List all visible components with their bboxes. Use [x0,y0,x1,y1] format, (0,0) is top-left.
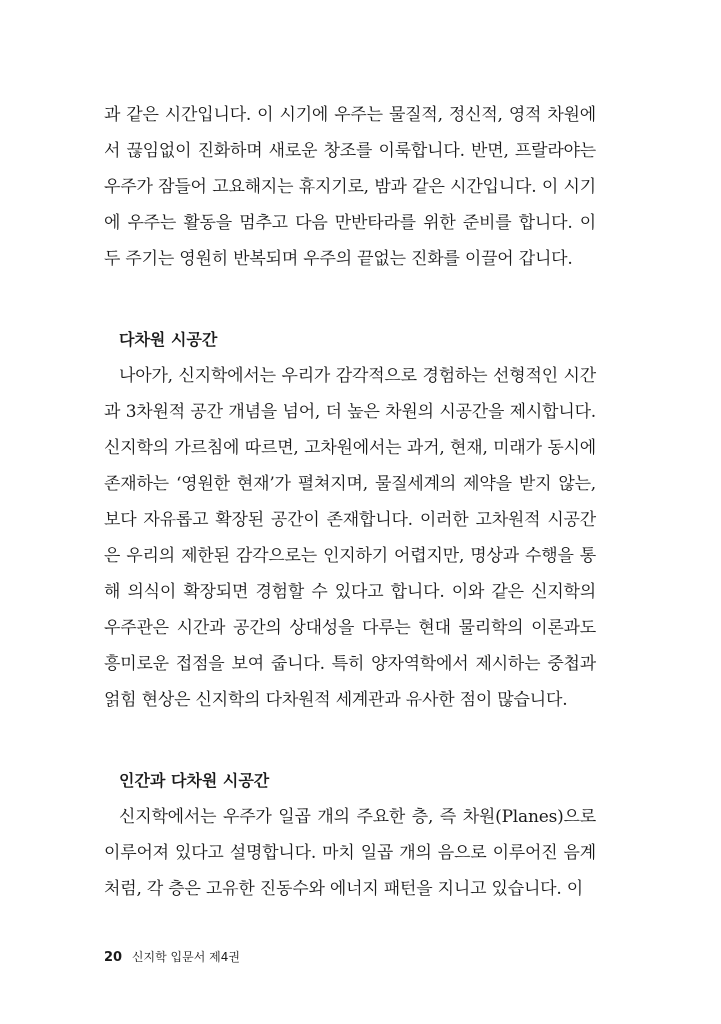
section-heading-human-and-spacetime: 인간과 다차원 시공간 [119,771,270,790]
page-footer [104,948,240,965]
page-number: 20 [104,950,123,965]
section-heading-multidimensional-spacetime: 다차원 시공간 [119,330,218,349]
book-title: 신지학 입문서 제4권 [131,950,240,964]
page-body [104,97,596,907]
section-paragraph-multidimensional-spacetime: 나아가, 신지학에서는 우리가 감각적으로 경험하는 선형적인 시간과 3차원적 공간 개념을 넘어, 더 높은 차원의 시공간을 제시합니다. 신지학의 가르침에 따르면, 고차원에서는 과거, 현재, 미래가 동시에 존재하는 ‘영원한 현재’가 펼쳐지며, 물질세계의 제약을 받지 않는, 보다 자유롭고 확장된 공간이 존재합니다. 이러한 고차원적 시공간은 우리의 제한된 감각으로는 인지하기 어렵지만, 명상과 수행을 통해 의식이 확장되면 경험할 수 있다고 합니다. 이와 같은 신지학의 우주관은 시간과 공간의 상대성을 다루는 현대 물리학의 이론과도 흥미로운 접점을 보여 줍니다. 특히 양자역학에서 제시하는 중첩과 얽힘 현상은 신지학의 다차원적 세계관과 유사한 점이 많습니다. [104,366,596,710]
intro-paragraph: 과 같은 시간입니다. 이 시기에 우주는 물질적, 정신적, 영적 차원에서 끊임없이 진화하며 새로운 창조를 이룩합니다. 반면, 프랄라야는 우주가 잠들어 고요해지는 휴지기로, 밤과 같은 시간입니다. 이 시기에 우주는 활동을 멈추고 다음 만반타라를 위한 준비를 합니다. 이 두 주기는 영원히 반복되며 우주의 끝없는 진화를 이끌어 갑니다. [104,105,596,269]
section-paragraph-human-and-spacetime: 신지학에서는 우주가 일곱 개의 주요한 층, 즉 차원(Planes)으로 이루어져 있다고 설명합니다. 마치 일곱 개의 음으로 이루어진 음계처럼, 각 층은 고유한 진동수와 에너지 패턴을 지니고 있습니다. 이 [104,807,596,899]
